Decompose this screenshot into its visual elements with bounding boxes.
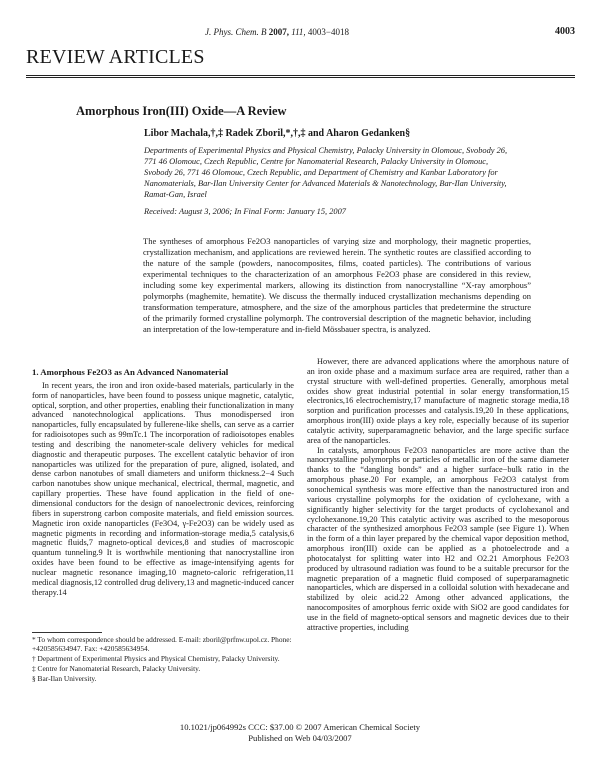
- paragraph: In catalysts, amorphous Fe2O3 nanoparticles are more active than the nanocrystalline polymorphs or particles of metallic iron of the same diameter thanks to the “dangling bonds” and a higher surface−bulk ratio in the amorphous phase.20 For example, an amorphous Fe2O3 catalyst from sonochemical synthesis was more effective than the nanostructured iron and various crystalline polymorphs for the oxidation of cyclohexane, with a significantly higher selectivity for the target products of cyclohexanol and cyclohexanone.19,20 This catalytic activity was ascribed to the mesoporous character of the synthesized amorphous Fe2O3 sample (see Figure 1). When in the form of a thin layer prepared by the chemical vapor deposition method, amorphous iron(III) oxide can be applied as a photoelectrode and a photocatalyst for splitting water into H2 and O2.21 Amorphous Fe2O3 produced by ultrasound radiation was found to be a suitable precursor for the magnetic preparation of a magnetic fluid composed of superparamagnetic nanoparticles, which are dispersed in a colloidal solution with hexadecane and stabilized by oleic acid.22 Among other advanced applications, the nanocomposites of amorphous ferric oxide with SiO2 are good candidates for use in the field of magneto-optical sensors and magnetic devices due to their attractive properties, including: [307, 445, 569, 632]
- footnote: § Bar-Ilan University.: [32, 673, 97, 683]
- footnotes: [32, 636, 294, 685]
- author-list: Libor Machala,†,‡ Radek Zboril,*,†,‡ and Aharon Gedanken§: [144, 128, 411, 139]
- page-number: 4003: [555, 26, 575, 37]
- journal-pages: 4003−4018: [307, 27, 349, 37]
- footnote: † Department of Experimental Physics and Physical Chemistry, Palacky University.: [32, 653, 280, 663]
- published-date: Published on Web 04/03/2007: [248, 733, 352, 743]
- footnote: * To whom correspondence should be addressed. E-mail: zboril@prfnw.upol.cz. Phone: +420585634947. Fax: +420585634954.: [32, 635, 292, 653]
- page-footer: [0, 722, 600, 744]
- left-column: [32, 368, 294, 597]
- top-rule-2: [26, 77, 575, 78]
- article-title: Amorphous Iron(III) Oxide—A Review: [76, 104, 287, 118]
- journal-name: J. Phys. Chem. B: [205, 27, 267, 37]
- received-dates: Received: August 3, 2006; In Final Form: January 15, 2007: [144, 207, 346, 216]
- paragraph: However, there are advanced applications where the amorphous nature of an iron oxide phase and a maximum surface area are required, rather than a crystal structure with well-defined properties. Generally, amorphous metal oxides show great industrial potential in solar energy transformation,15 electronics,16 electrochemistry,17 manufacture of magnetic storage media,18 sorption and purification processes and catalysis.19,20 In these applications, amorphous iron(III) oxide plays a key role, especially because of its superior catalytic activity, superparamagnetic behavior, and the large specific surface area of the nanoparticles.: [307, 357, 569, 445]
- section-heading: REVIEW ARTICLES: [26, 46, 205, 68]
- section-1-title: 1. Amorphous Fe2O3 as An Advanced Nanomaterial: [32, 367, 229, 377]
- footnote: ‡ Centre for Nanomaterial Research, Palacky University.: [32, 663, 201, 673]
- journal-citation: [205, 27, 349, 37]
- journal-year: 2007,: [268, 27, 289, 37]
- footnote-rule: [32, 632, 102, 633]
- paragraph: In recent years, the iron and iron oxide-based materials, particularly in the form of nanoparticles, have been found to possess unique magnetic, catalytic, optical, sorption, and other properties, enabling their functionalization in many advanced nanotechnological applications. Thus monodispersed iron nanoparticles, fully encapsulated by fullerene-like shells, can serve as a carrier for radioisotopes such as 99mTc.1 The incorporation of radioisotopes enables testing and describing the nanometer-scale delivery vehicles for medical diagnostic and therapeutic purposes. The excellent catalytic behavior of iron nanoparticles was utilized for the preparation of pure, aligned, isolated, and dense carbon nanotubes of small diameters and uniform thickness.2−4 Such carbon nanotubes show unique mechanical, electrical, thermal, magnetic, and capillary properties. These have found application in the field of one-dimensional conductors for the design of nanoelectronic devices, reinforcing fibers in superstrong carbon composite materials, and field emission sources. Magnetic iron oxide nanoparticles (Fe3O4, γ-Fe2O3) can be widely used as magnetic pigments in recording and information-storage media,5 catalysis,6 magnetic fluids,7 magneto-optical devices,8 and studies of macroscopic quantum tunneling.9 It is worthwhile mentioning that nanocrystalline iron oxides have been found to be effective as image-intensifying agents for nuclear magnetic resonance imaging,10 magneto-caloric refrigeration,11 medical diagnosis,12 controlled drug delivery,13 and magnetic-induced cancer therapy.14: [32, 380, 294, 597]
- affiliations: Departments of Experimental Physics and Physical Chemistry, Palacky University in Olomouc, Svobody 26, 771 46 Olomouc, Czech Republic, Centre for Nanomaterial Research, Palacky University in Olomouc, Svobody 26, 771 46 Olomouc, Czech Republic, and Department of Chemistry and Kanbar Laboratory for Nanomaterials, Bar-Ilan University Center for Advanced Materials & Nanotechnology, Bar-Ilan University, Ramat-Gan, Israel: [144, 146, 508, 199]
- right-column: [307, 357, 569, 633]
- journal-volume: 111,: [291, 27, 306, 37]
- doi-line: 10.1021/jp064992s CCC: $37.00 © 2007 American Chemical Society: [179, 722, 421, 732]
- abstract: The syntheses of amorphous Fe2O3 nanoparticles of varying size and morphology, their magnetic properties, crystallization mechanism, and applications are reviewed herein. The synthetic routes are classified according to the nature of the sample (powders, nanocomposites, films, coated particles). The contributions of various experimental techniques to the characterization of an amorphous Fe2O3 phase are considered in this review, including some key experimental markers, allowing its distinction from nanocrystalline “X-ray amorphous” polymorphs (maghemite, hematite). We discuss the thermally induced crystallization mechanisms depending on transformation temperature, atmosphere, and the size of the amorphous particles that predetermine the structure of the primarily formed crystalline polymorph. The controversial description of the magnetic behavior, including an interpretation of the low-temperature and in-field Mössbauer spectra, is analyzed.: [143, 236, 531, 334]
- top-rule: [26, 75, 575, 76]
